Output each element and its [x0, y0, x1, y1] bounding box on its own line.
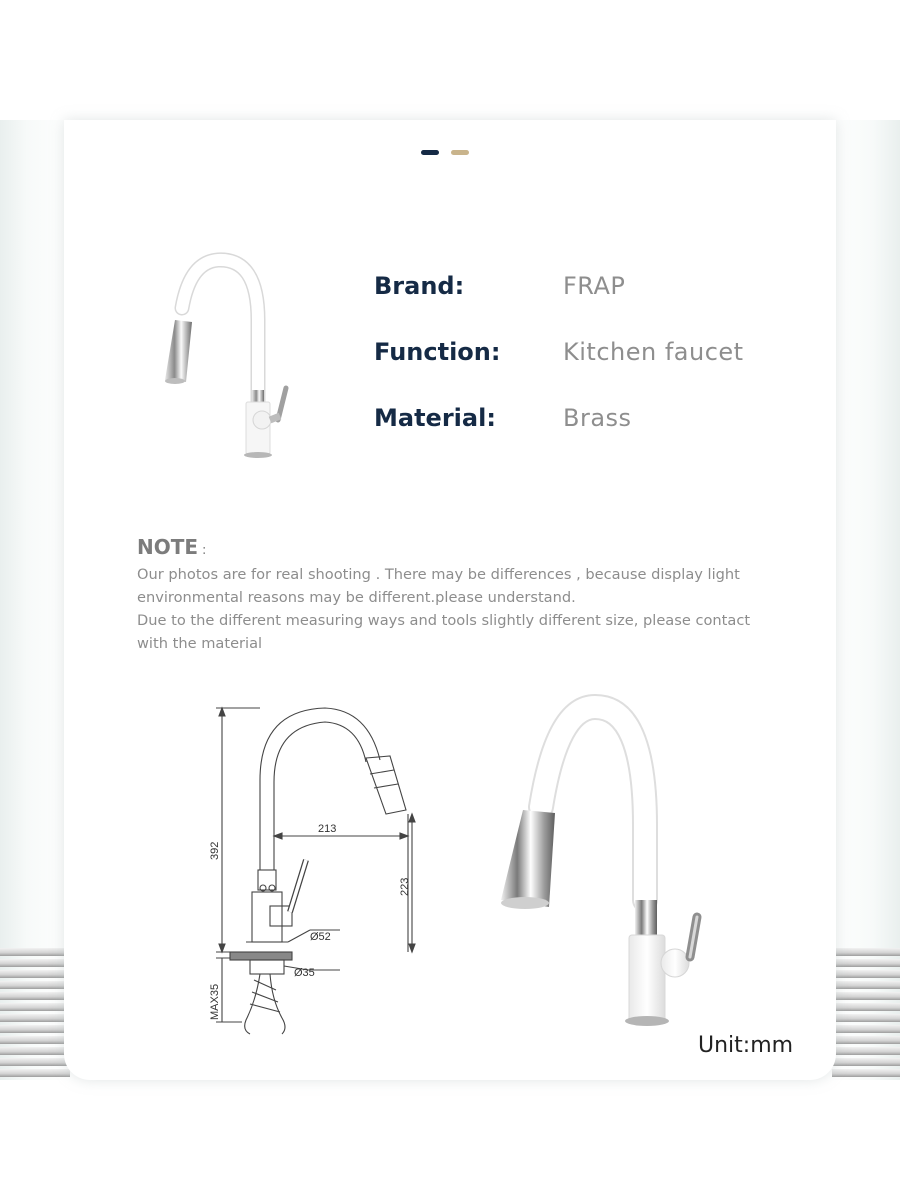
- brand-label: Brand:: [374, 272, 465, 300]
- brand-value: FRAP: [563, 272, 626, 300]
- dim-height-label: 392: [209, 841, 221, 860]
- unit-label: Unit:mm: [698, 1033, 794, 1058]
- material-label: Material:: [374, 404, 496, 432]
- decor-dash-gold: [451, 150, 469, 155]
- decor-dash-navy: [421, 150, 439, 155]
- function-value: Kitchen faucet: [563, 338, 744, 366]
- note-line-3: Due to the different measuring ways and tools slightly different size, please contact: [137, 612, 751, 629]
- function-label: Function:: [374, 338, 501, 366]
- dim-base-diameter-label: Ø52: [310, 931, 331, 943]
- window-blinds-left: [0, 948, 70, 1080]
- dim-hole-diameter-label: Ø35: [294, 967, 315, 979]
- dim-max-label: MAX35: [209, 983, 221, 1020]
- note-line-4: with the material: [137, 635, 263, 652]
- window-blinds-right: [832, 948, 900, 1080]
- dim-spout-height-label: 223: [399, 877, 411, 896]
- dim-reach-label: 213: [318, 823, 337, 835]
- note-title: NOTE: [137, 535, 199, 559]
- technical-drawing: [190, 690, 450, 1050]
- material-value: Brass: [563, 404, 632, 432]
- note-line-1: Our photos are for real shooting . There may be differences , because display light: [137, 566, 740, 583]
- faucet-product-image: [495, 695, 735, 1035]
- faucet-thumbnail-image: [150, 250, 350, 470]
- note-colon: :: [202, 543, 207, 558]
- note-line-2: environmental reasons may be different.please understand.: [137, 589, 576, 606]
- note-heading: [137, 535, 206, 559]
